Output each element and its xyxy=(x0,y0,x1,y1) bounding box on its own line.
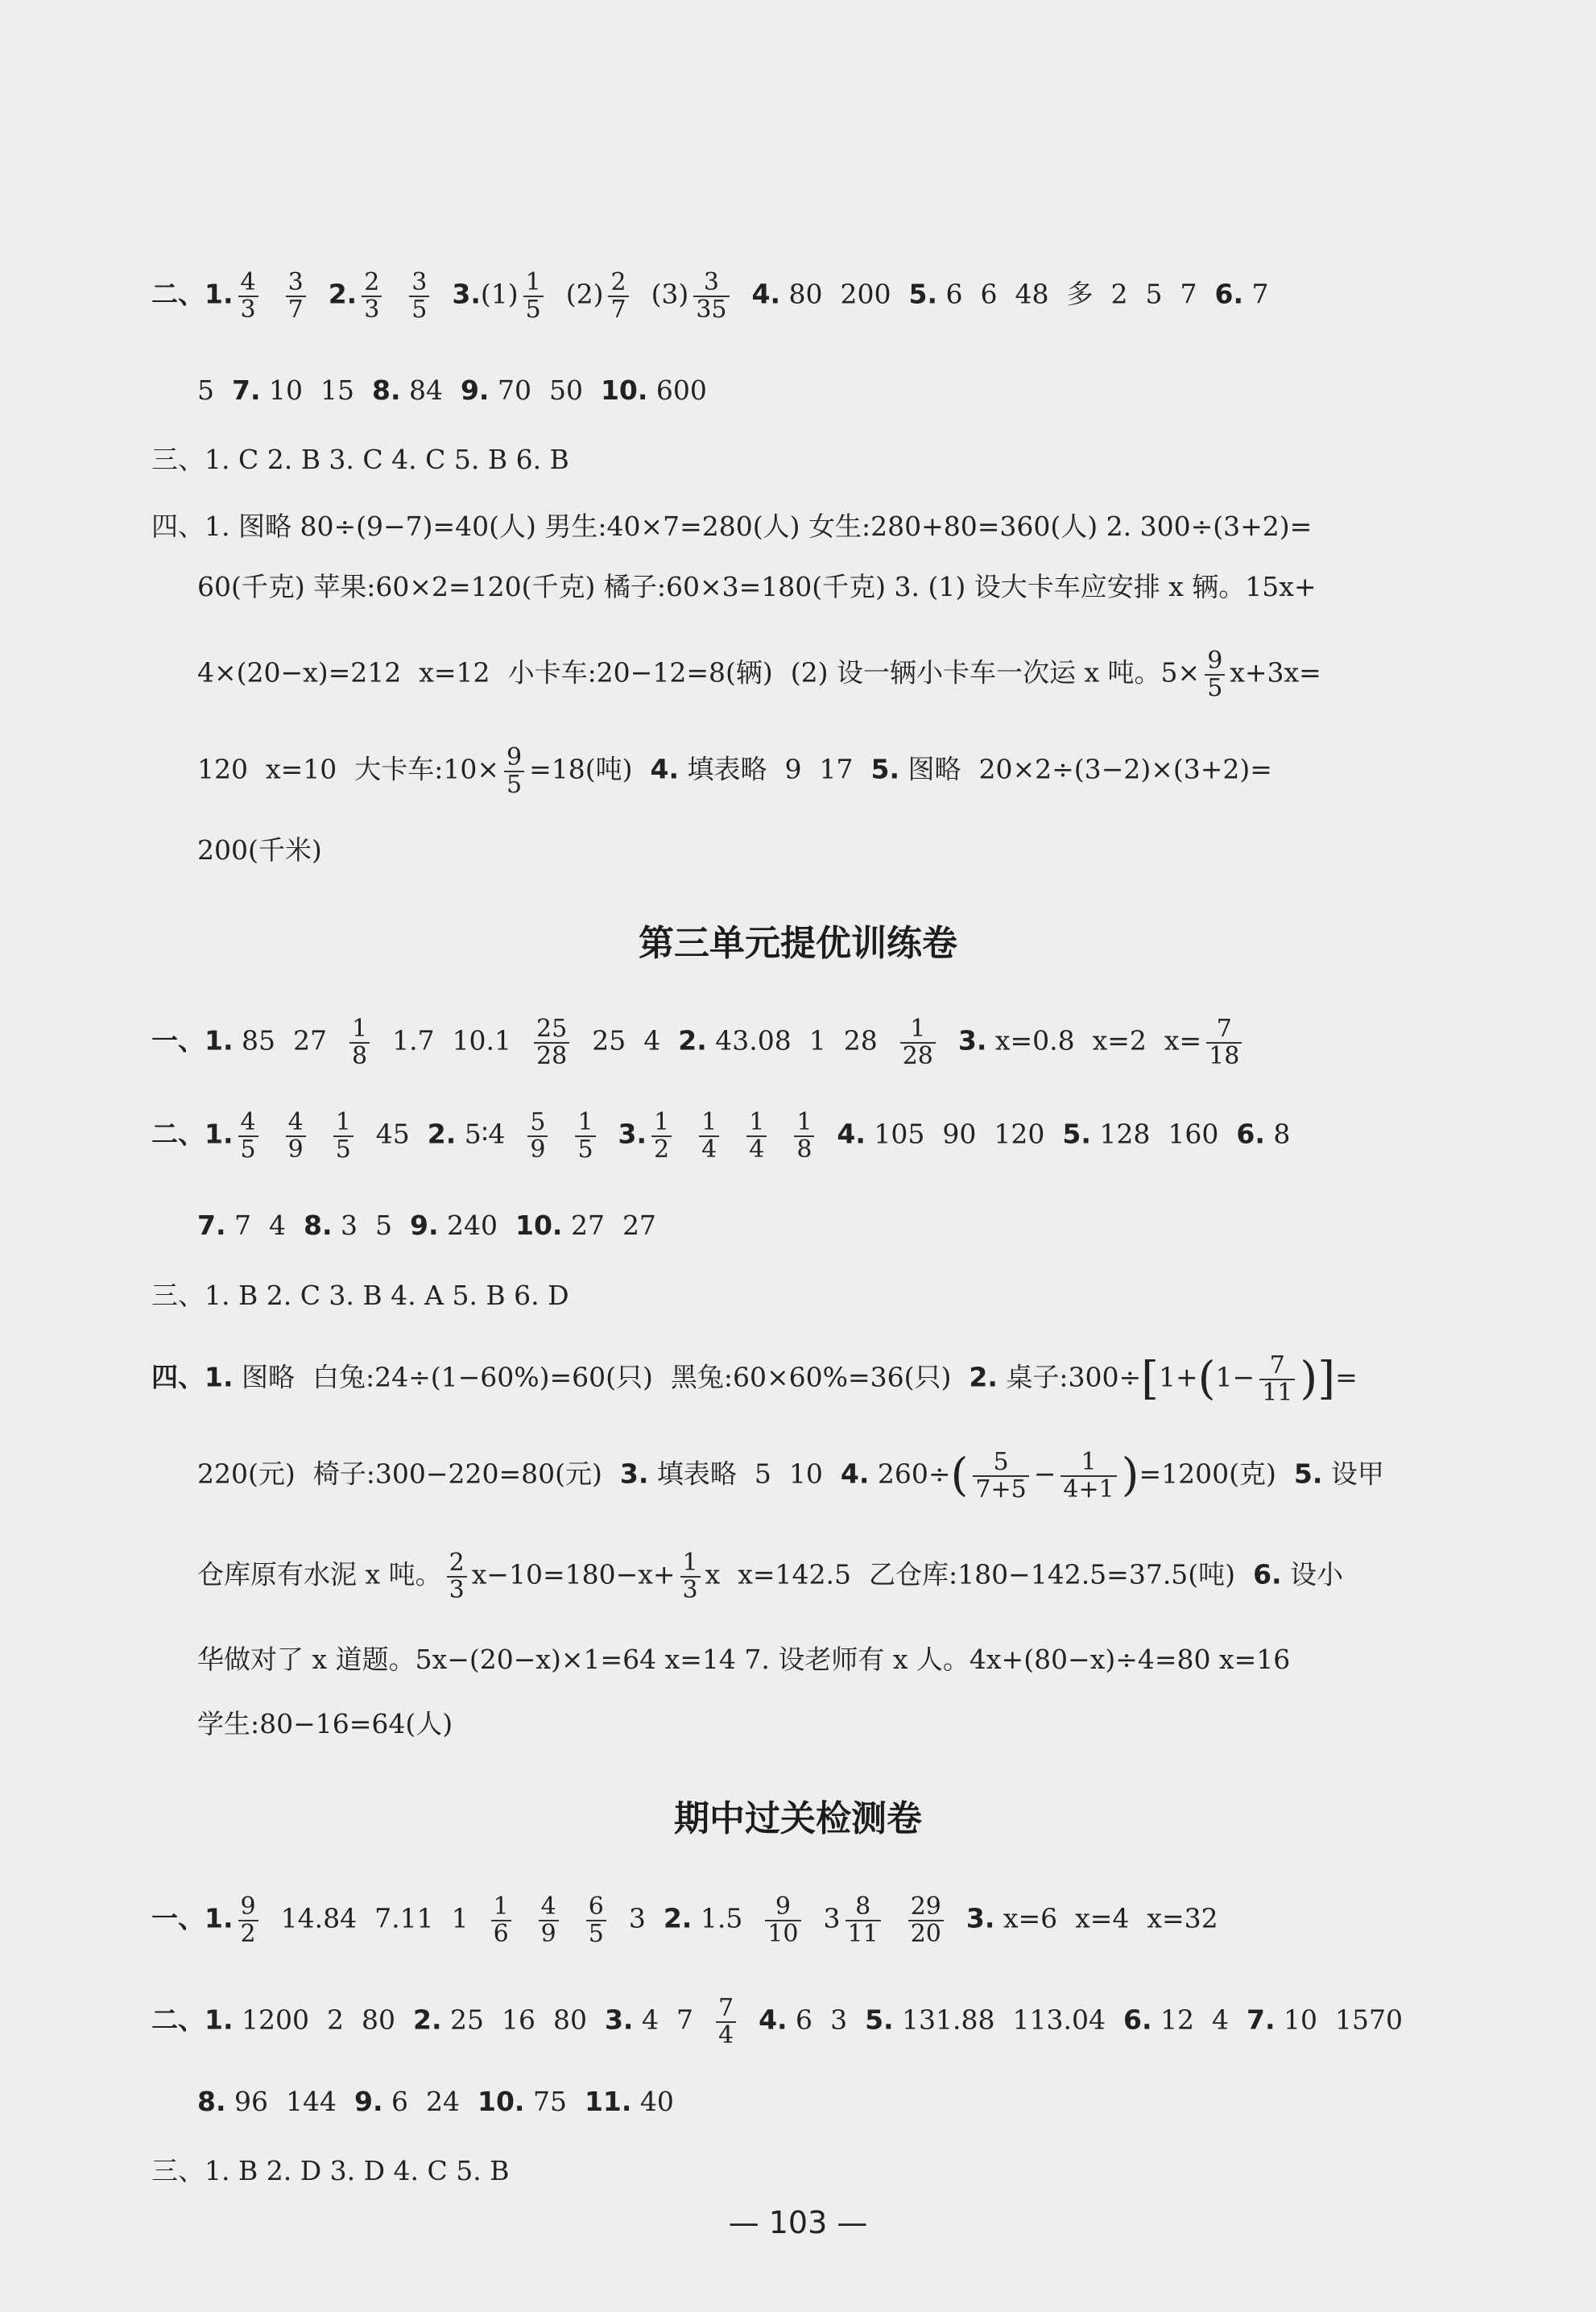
s1-line-5: 60(千克) 苹果:60×2=120(千克) 橘子:60×3=180(千克) 3. (1) 设大卡车应安排 x 辆。15x+ xyxy=(197,571,1317,602)
section-title-unit3: 第三单元提优训练卷 xyxy=(639,923,957,964)
s1-line-3: 三、1. C 2. B 3. C 4. C 5. B 6. B xyxy=(151,444,569,475)
s1-line-7: 120 x=10 大卡车:10× $\frac{9}{5}$ =18(吨) 4. 填表略 9 17 5. 图略 20×2÷(3−2)×(3+2)= xyxy=(197,743,1272,799)
s2-line-2: 二、1. $\frac{4}{5}$ $\frac{4}{9}$ $\frac{1}{5}$ 45 2. 5∶4 $\frac{5}{9}$ $\frac{1}{5}$ 3. $\frac{1}{2}$ $\frac{1}{4}$ $\frac{1}{4}$ $\frac{1}{8}$ 4. 105 90 120 5. 128 160 6. 8 xyxy=(151,1108,1291,1164)
s1-line-1: 二、1. $\frac{4}{3}$ $\frac{3}{7}$ 2. $\frac{2}{3}$ $\frac{3}{5}$ 3.(1) $\frac{1}{5}$ (2) $\frac{2}{7}$ (3) $\frac{3}{35}$ 4. 80 200 5. 6 6 48 多 2 5 7 6. 7 xyxy=(151,268,1269,324)
s1-line-8: 200(千米) xyxy=(197,834,322,866)
s2-line-7: 仓库原有水泥 x 吨。 $\frac{2}{3}$ x−10=180−x+ $\frac{1}{3}$ x x=142.5 乙仓库:180−142.5=37.5(吨) 6. 设小 xyxy=(197,1549,1344,1604)
s2-line-8: 华做对了 x 道题。5x−(20−x)×1=64 x=14 7. 设老师有 x 人。4x+(80−x)÷4=80 x=16 xyxy=(197,1644,1291,1675)
s2-line-4: 三、1. B 2. C 3. B 4. A 5. B 6. D xyxy=(151,1280,569,1311)
s1-line-4: 四、1. 图略 80÷(9−7)=40(人) 男生:40×7=280(人) 女生:280+80=360(人) 2. 300÷(3+2)= xyxy=(151,511,1313,542)
section-title-midterm: 期中过关检测卷 xyxy=(674,1798,922,1839)
s2-line-5: 四、1. 图略 白兔:24÷(1−60%)=60(只) 黑兔:60×60%=36(只) 2. 桌子:300÷[1+(1− $\frac{7}{11}$ )]= xyxy=(151,1351,1358,1407)
s2-line-3: 7. 7 4 8. 3 5 9. 240 10. 27 27 xyxy=(197,1210,656,1241)
s1-line-6: 4×(20−x)=212 x=12 小卡车:20−12=8(辆) (2) 设一辆小卡车一次运 x 吨。5× $\frac{9}{5}$ x+3x= xyxy=(197,647,1321,702)
s3-line-1: 一、1. $\frac{9}{2}$ 14.84 7.11 1 $\frac{1}{6}$ $\frac{4}{9}$ $\frac{6}{5}$ 3 2. 1.5 $\frac{9}{10}$ 3 $\frac{8}{11}$ $\frac{29}{20}$ 3. x=6 x=4 x=32 xyxy=(151,1892,1218,1948)
s2-line-1: 一、1. 85 27 $\frac{1}{8}$ 1.7 10.1 $\frac{25}{28}$ 25 4 2. 43.08 1 28 $\frac{1}{28}$ 3. x=0.8 x=2 x= $\frac{7}{18}$ xyxy=(151,1016,1247,1069)
s3-line-4: 三、1. B 2. D 3. D 4. C 5. B xyxy=(151,2155,510,2186)
s3-line-2: 二、1. 1200 2 80 2. 25 16 80 3. 4 7 $\frac{7}{4}$ 4. 6 3 5. 131.88 113.04 6. 12 4 7. 10 1570 xyxy=(151,1994,1403,2049)
s2-line-9: 学生:80−16=64(人) xyxy=(197,1708,453,1739)
page-number: — 103 — xyxy=(728,2205,868,2240)
s1-line-2: 5 7. 10 15 8. 84 9. 70 50 10. 600 xyxy=(197,374,707,406)
s2-line-6: 220(元) 椅子:300−220=80(元) 3. 填表略 5 10 4. 260÷( $\frac{5}{7+5}$ − $\frac{1}{4+1}$ )=1200(克) 5. 设甲 xyxy=(197,1448,1384,1503)
s3-line-3: 8. 96 144 9. 6 24 10. 75 11. 40 xyxy=(197,2086,674,2117)
